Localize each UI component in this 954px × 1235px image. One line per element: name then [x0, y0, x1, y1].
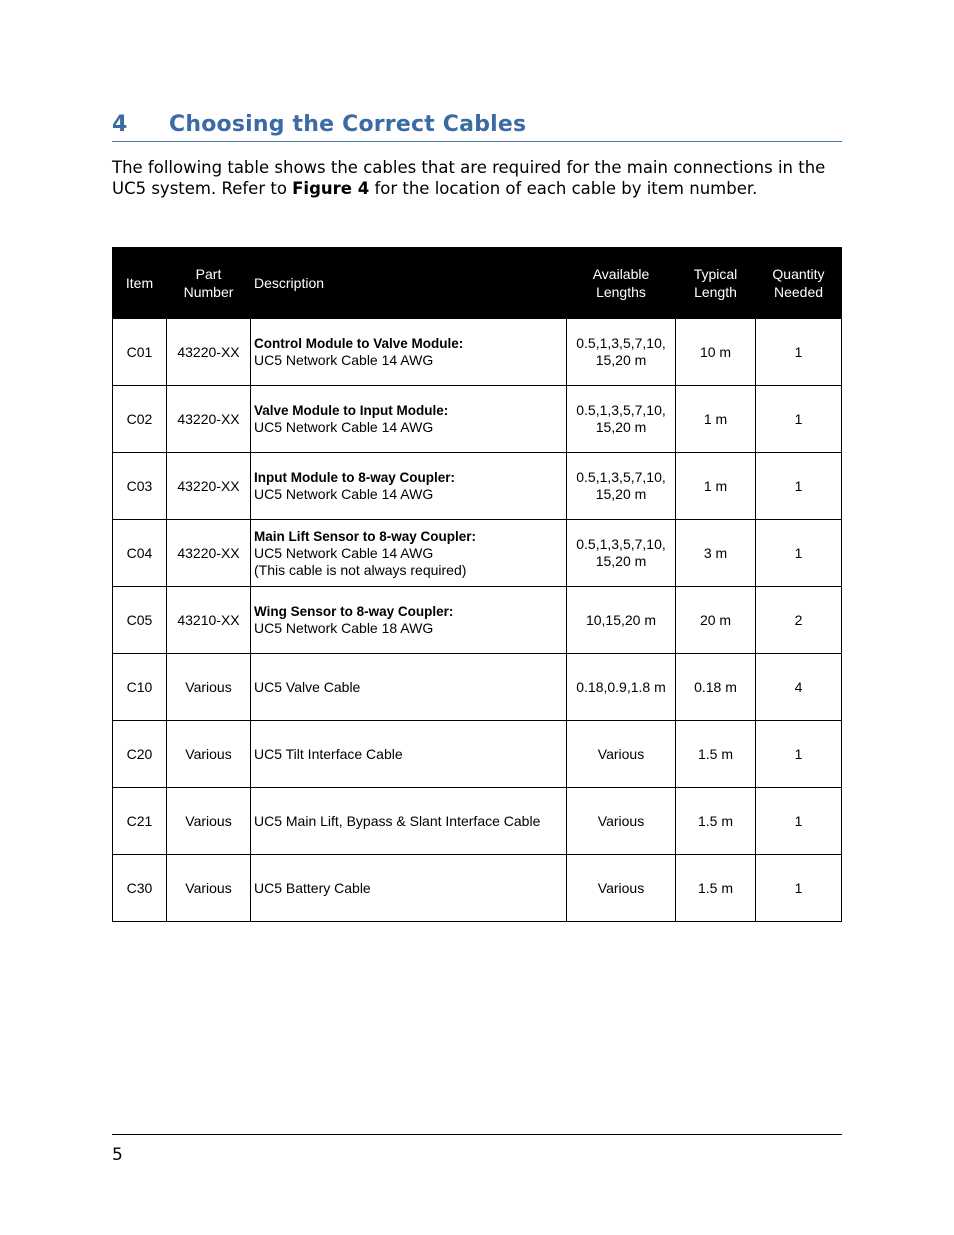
cell-part-number	[167, 520, 251, 587]
cell-available-lengths	[567, 855, 676, 922]
typical-length-value: 1 m	[703, 410, 728, 427]
description-line: UC5 Battery Cable	[254, 879, 371, 896]
cell-part-number	[167, 386, 251, 453]
cell-description	[251, 721, 567, 788]
figure-reference: Figure 4	[292, 179, 370, 198]
cell-available-lengths	[567, 587, 676, 654]
description-title: Input Module to 8-way Coupler:	[254, 470, 455, 485]
typical-length-value: 20 m	[699, 611, 732, 628]
cell-part-number	[167, 587, 251, 654]
quantity-value: 4	[794, 678, 803, 695]
table-row	[113, 453, 842, 520]
description-line: UC5 Valve Cable	[254, 678, 361, 695]
typical-length-value: 1 m	[703, 477, 728, 494]
available-lengths-value-2: 15,20 m	[595, 352, 647, 368]
quantity-value: 1	[794, 879, 803, 896]
cell-typical-length	[676, 319, 756, 386]
quantity-value: 1	[794, 410, 803, 427]
cell-typical-length	[676, 453, 756, 520]
cell-description	[251, 319, 567, 386]
quantity-value: 1	[794, 477, 803, 494]
item-value: C10	[126, 678, 153, 695]
section-number: 4	[112, 112, 128, 137]
available-lengths-value: 10,15,20 m	[585, 611, 657, 628]
cables-table	[112, 247, 842, 922]
cell-typical-length	[676, 654, 756, 721]
cell-description	[251, 654, 567, 721]
description-title: Main Lift Sensor to 8-way Coupler:	[254, 528, 477, 544]
header-quantity-needed: Quantity Needed	[756, 248, 842, 319]
cell-description	[251, 855, 567, 922]
table-row	[113, 721, 842, 788]
part-number-value: 43220-XX	[177, 544, 240, 561]
quantity-value: 1	[794, 812, 803, 829]
typical-length-value: 10 m	[699, 343, 732, 360]
cell-item	[113, 520, 167, 587]
available-lengths-value: 0.5,1,3,5,7,10,	[576, 536, 666, 552]
description-note: (This cable is not always required)	[254, 561, 467, 578]
item-value: C05	[126, 611, 153, 628]
description-line: UC5 Main Lift, Bypass & Slant Interface Cable	[254, 812, 541, 829]
cell-typical-length	[676, 855, 756, 922]
part-number-value: Various	[185, 745, 232, 762]
table-row	[113, 386, 842, 453]
cell-item	[113, 386, 167, 453]
cell-available-lengths	[567, 721, 676, 788]
footer-divider	[112, 1134, 842, 1135]
available-lengths-value-2: 15,20 m	[595, 486, 647, 502]
available-lengths-value: Various	[597, 745, 645, 762]
item-value: C30	[126, 879, 153, 896]
cell-available-lengths	[567, 319, 676, 386]
table-row	[113, 654, 842, 721]
cell-typical-length	[676, 788, 756, 855]
description-line: UC5 Network Cable 14 AWG	[254, 419, 434, 435]
cell-quantity	[756, 721, 842, 788]
cell-item	[113, 654, 167, 721]
cell-item	[113, 453, 167, 520]
cell-quantity	[756, 520, 842, 587]
cell-typical-length	[676, 721, 756, 788]
cell-available-lengths	[567, 654, 676, 721]
cell-available-lengths	[567, 386, 676, 453]
section-title: Choosing the Correct Cables	[169, 112, 527, 137]
description-line: UC5 Tilt Interface Cable	[254, 745, 403, 762]
cell-typical-length	[676, 386, 756, 453]
typical-length-value: 3 m	[703, 544, 728, 561]
part-number-value: Various	[185, 678, 232, 695]
cell-quantity	[756, 453, 842, 520]
header-available-lengths: Available Lengths	[567, 248, 676, 319]
quantity-value: 2	[794, 611, 803, 628]
header-part-number: Part Number	[167, 248, 251, 319]
item-value: C02	[126, 410, 153, 427]
cell-description	[251, 386, 567, 453]
table-body	[113, 319, 842, 922]
table-row	[113, 520, 842, 587]
cell-quantity	[756, 386, 842, 453]
available-lengths-value: Various	[597, 812, 645, 829]
description-title: Wing Sensor to 8-way Coupler:	[254, 604, 454, 619]
part-number-value: 43220-XX	[177, 477, 240, 494]
cell-part-number	[167, 319, 251, 386]
item-value: C03	[126, 477, 153, 494]
part-number-value: 43220-XX	[177, 343, 240, 360]
item-value: C20	[126, 745, 153, 762]
cell-available-lengths	[567, 788, 676, 855]
available-lengths-value: 0.5,1,3,5,7,10,	[576, 402, 666, 418]
typical-length-value: 1.5 m	[697, 879, 733, 896]
cell-part-number	[167, 855, 251, 922]
description-line: UC5 Network Cable 14 AWG	[254, 352, 434, 368]
header-item: Item	[113, 248, 167, 319]
description-line: UC5 Network Cable 14 AWG	[254, 486, 434, 502]
cell-quantity	[756, 319, 842, 386]
table-row	[113, 855, 842, 922]
typical-length-value: 1.5 m	[697, 812, 733, 829]
cell-typical-length	[676, 520, 756, 587]
table-row	[113, 587, 842, 654]
intro-paragraph	[112, 157, 842, 199]
header-typical-length: Typical Length	[676, 248, 756, 319]
header-description: Description	[251, 248, 567, 319]
quantity-value: 1	[794, 544, 803, 561]
page-number: 5	[112, 1145, 123, 1165]
available-lengths-value-2: 15,20 m	[595, 419, 647, 435]
cell-item	[113, 319, 167, 386]
available-lengths-value: Various	[597, 879, 645, 896]
description-line: UC5 Network Cable 18 AWG	[254, 620, 434, 636]
item-value: C21	[126, 812, 153, 829]
cell-quantity	[756, 855, 842, 922]
table-header-row	[113, 248, 842, 319]
available-lengths-value: 0.5,1,3,5,7,10,	[576, 469, 666, 485]
available-lengths-value: 0.18,0.9,1.8 m	[576, 678, 666, 695]
quantity-value: 1	[794, 343, 803, 360]
intro-text-2: for the location of each cable by item number.	[369, 179, 758, 198]
cell-item	[113, 788, 167, 855]
description-title: Control Module to Valve Module:	[254, 336, 464, 351]
item-value: C01	[126, 343, 153, 360]
intro-text-1: The following table shows the cables that are required for the main connections in the UC5 system. Refer to	[112, 158, 826, 198]
description-line: UC5 Network Cable 14 AWG	[254, 544, 434, 561]
table-row	[113, 788, 842, 855]
section-heading	[112, 110, 842, 142]
typical-length-value: 1.5 m	[697, 745, 733, 762]
quantity-value: 1	[794, 745, 803, 762]
cell-description	[251, 520, 567, 587]
cell-description	[251, 788, 567, 855]
table-row	[113, 319, 842, 386]
cell-available-lengths	[567, 453, 676, 520]
part-number-value: 43210-XX	[177, 611, 240, 628]
cell-part-number	[167, 654, 251, 721]
cell-item	[113, 855, 167, 922]
cell-quantity	[756, 788, 842, 855]
cell-quantity	[756, 654, 842, 721]
cell-part-number	[167, 453, 251, 520]
cell-available-lengths	[567, 520, 676, 587]
available-lengths-value: 0.5,1,3,5,7,10,	[576, 335, 666, 351]
cell-part-number	[167, 721, 251, 788]
typical-length-value: 0.18 m	[694, 678, 737, 695]
cell-quantity	[756, 587, 842, 654]
part-number-value: 43220-XX	[177, 410, 240, 427]
description-title: Valve Module to Input Module:	[254, 403, 449, 418]
cell-description	[251, 587, 567, 654]
cell-item	[113, 587, 167, 654]
cell-item	[113, 721, 167, 788]
cell-part-number	[167, 788, 251, 855]
cell-description	[251, 453, 567, 520]
part-number-value: Various	[185, 879, 232, 896]
cell-typical-length	[676, 587, 756, 654]
available-lengths-value-2: 15,20 m	[595, 553, 647, 569]
item-value: C04	[126, 544, 153, 561]
part-number-value: Various	[185, 812, 232, 829]
